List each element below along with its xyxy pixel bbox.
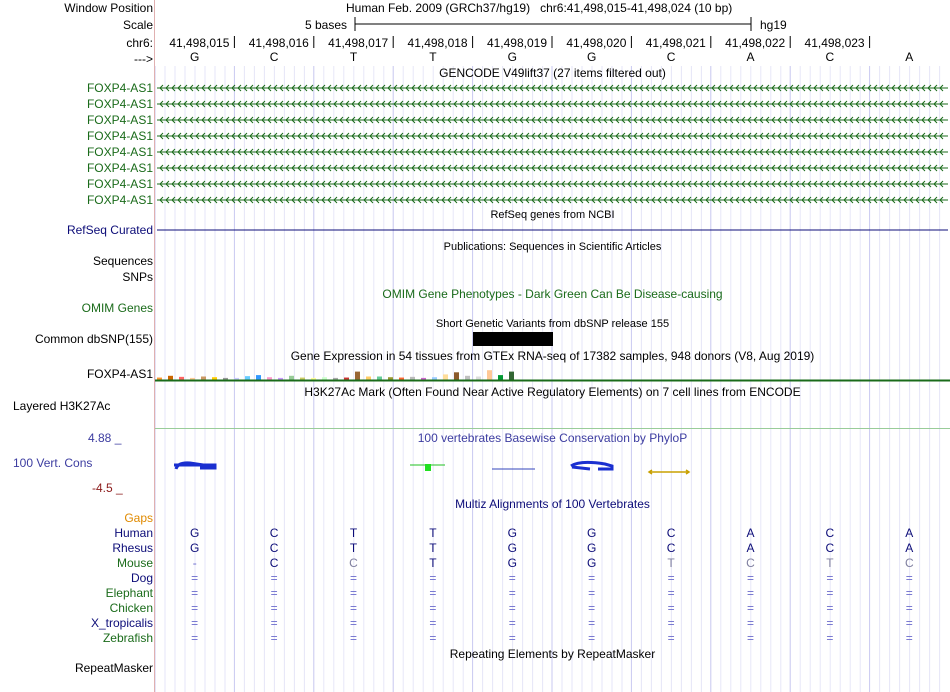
alignment-base: T xyxy=(429,556,437,570)
window-position-value: Human Feb. 2009 (GRCh37/hg19) chr6:41,498,015-41,498,024 (10 bp) xyxy=(346,1,733,15)
strand-label: ---> xyxy=(134,52,153,66)
alignment-base: = xyxy=(905,586,913,600)
alignment-base: = xyxy=(905,631,913,645)
scale-assembly: hg19 xyxy=(760,18,787,32)
species-label[interactable]: Rhesus xyxy=(112,541,153,555)
species-label[interactable]: Elephant xyxy=(105,586,153,600)
alignment-base: T xyxy=(667,556,675,570)
alignment-base: = xyxy=(270,571,278,585)
base-letter: G xyxy=(190,50,200,64)
alignment-base: T xyxy=(349,526,358,540)
alignment-base: A xyxy=(746,541,755,555)
h3k27ac-label[interactable]: Layered H3K27Ac xyxy=(13,399,111,413)
position-label: 41,498,017 xyxy=(328,36,389,50)
alignment-base: - xyxy=(192,556,197,570)
conservation-track-title: 100 vertebrates Basewise Conservation by PhyloP xyxy=(417,431,688,445)
conservation-label[interactable]: 100 Vert. Cons xyxy=(13,456,93,470)
h3k27ac-track-title: H3K27Ac Mark (Often Found Near Active Regulatory Elements) on 7 cell lines from ENCODE xyxy=(304,385,801,399)
alignment-base: C xyxy=(666,526,676,540)
alignment-base: A xyxy=(746,526,755,540)
alignment-base: = xyxy=(667,616,675,630)
alignment-base: = xyxy=(667,571,675,585)
base-letter: C xyxy=(825,50,835,64)
alignment-base: G xyxy=(587,556,597,570)
alignment-base: C xyxy=(825,526,835,540)
position-label: 41,498,019 xyxy=(486,36,547,50)
alignment-base: = xyxy=(270,601,278,615)
gencode-gene-label[interactable]: FOXP4-AS1 xyxy=(86,161,153,175)
alignment-base: A xyxy=(905,541,914,555)
window-position-label: Window Position xyxy=(64,1,153,15)
species-label[interactable]: X_tropicalis xyxy=(90,616,153,630)
alignment-base: G xyxy=(587,526,597,540)
alignment-base: = xyxy=(746,601,754,615)
alignment-base: = xyxy=(746,586,754,600)
base-letter: A xyxy=(746,50,755,64)
gtex-label[interactable]: FOXP4-AS1 xyxy=(86,367,153,381)
alignment-base: = xyxy=(905,616,913,630)
alignment-base: G xyxy=(507,556,517,570)
gaps-label[interactable]: Gaps xyxy=(124,511,153,525)
omim-track-title: OMIM Gene Phenotypes - Dark Green Can Be Disease-causing xyxy=(382,287,723,301)
alignment-base: = xyxy=(270,586,278,600)
alignment-base: = xyxy=(667,601,675,615)
alignment-base: G xyxy=(587,541,597,555)
alignment-base: T xyxy=(429,541,437,555)
species-label[interactable]: Zebrafish xyxy=(102,631,153,645)
alignment-base: = xyxy=(349,586,357,600)
alignment-base: = xyxy=(826,616,834,630)
gtex-expression-bar xyxy=(476,377,481,381)
dbsnp-label[interactable]: Common dbSNP(155) xyxy=(34,332,153,346)
conservation-logo-c xyxy=(649,470,689,474)
label-divider xyxy=(154,0,155,692)
gencode-gene-label[interactable]: FOXP4-AS1 xyxy=(86,113,153,127)
base-letter: C xyxy=(666,50,676,64)
base-letter: G xyxy=(507,50,517,64)
alignment-base: = xyxy=(508,601,516,615)
alignment-base: = xyxy=(429,601,437,615)
alignment-base: = xyxy=(270,616,278,630)
repeatmasker-label[interactable]: RepeatMasker xyxy=(74,661,153,675)
alignment-base: = xyxy=(826,631,834,645)
gtex-expression-bar xyxy=(201,377,206,381)
alignment-base: = xyxy=(508,586,516,600)
base-letter: G xyxy=(587,50,597,64)
position-label: 41,498,022 xyxy=(725,36,786,50)
gtex-expression-bar xyxy=(509,372,514,380)
species-label[interactable]: Human xyxy=(114,526,153,540)
alignment-base: = xyxy=(270,631,278,645)
alignment-base: A xyxy=(905,526,914,540)
alignment-base: = xyxy=(746,616,754,630)
alignment-base: G xyxy=(190,526,200,540)
gtex-expression-bar xyxy=(245,376,250,380)
species-label[interactable]: Dog xyxy=(130,571,153,585)
gencode-gene-label[interactable]: FOXP4-AS1 xyxy=(86,193,153,207)
gencode-gene-label[interactable]: FOXP4-AS1 xyxy=(86,145,153,159)
alignment-base: G xyxy=(507,541,517,555)
repeatmasker-track-title: Repeating Elements by RepeatMasker xyxy=(449,647,656,661)
gencode-gene-label[interactable]: FOXP4-AS1 xyxy=(86,81,153,95)
chrom-label: chr6: xyxy=(126,36,153,50)
alignment-base: = xyxy=(191,586,199,600)
species-label[interactable]: Mouse xyxy=(116,556,153,570)
gencode-gene-label[interactable]: FOXP4-AS1 xyxy=(86,97,153,111)
gencode-track-title: GENCODE V49lift37 (27 items filtered out) xyxy=(439,66,666,80)
dbsnp-variant-block xyxy=(473,332,553,346)
dbsnp-track-title: Short Genetic Variants from dbSNP release 155 xyxy=(435,318,670,330)
position-label: 41,498,020 xyxy=(566,36,627,50)
alignment-base: = xyxy=(588,586,596,600)
alignment-base: = xyxy=(826,586,834,600)
alignment-base: = xyxy=(508,571,516,585)
gtex-expression-bar xyxy=(289,376,294,380)
alignment-base: = xyxy=(429,571,437,585)
alignment-base: = xyxy=(905,571,913,585)
alignment-base: = xyxy=(588,631,596,645)
alignment-base: = xyxy=(429,586,437,600)
alignment-base: G xyxy=(507,526,517,540)
sequences-label[interactable]: Sequences xyxy=(92,254,153,268)
gtex-expression-bar xyxy=(256,375,261,380)
refseq-track-title: RefSeq genes from NCBI xyxy=(490,209,615,221)
alignment-base: = xyxy=(349,631,357,645)
alignment-base: = xyxy=(826,601,834,615)
alignment-base: C xyxy=(269,556,279,570)
alignment-base: G xyxy=(190,541,200,555)
alignment-base: = xyxy=(349,616,357,630)
gencode-gene-label[interactable]: FOXP4-AS1 xyxy=(86,129,153,143)
conservation-logo-t-mark xyxy=(425,464,431,471)
refseq-label[interactable]: RefSeq Curated xyxy=(66,223,153,237)
alignment-base: C xyxy=(269,541,279,555)
alignment-base: = xyxy=(191,571,199,585)
alignment-base: = xyxy=(349,601,357,615)
gtex-expression-bar xyxy=(377,377,382,381)
species-label[interactable]: Chicken xyxy=(109,601,153,615)
alignment-base: = xyxy=(905,601,913,615)
alignment-base: C xyxy=(904,556,914,570)
position-label: 41,498,023 xyxy=(804,36,865,50)
alignment-base: = xyxy=(191,616,199,630)
publications-track-title: Publications: Sequences in Scientific Articles xyxy=(443,241,662,253)
scale-value: 5 bases xyxy=(305,18,348,32)
alignment-base: = xyxy=(826,571,834,585)
snps-label[interactable]: SNPs xyxy=(122,270,153,284)
alignment-base: = xyxy=(191,631,199,645)
multiz-track-title: Multiz Alignments of 100 Vertebrates xyxy=(455,497,650,511)
alignment-base: = xyxy=(588,616,596,630)
base-letter: C xyxy=(269,50,279,64)
alignment-base: C xyxy=(666,541,676,555)
alignment-base: = xyxy=(588,601,596,615)
base-letter: T xyxy=(349,50,358,64)
gtex-expression-bar xyxy=(487,370,492,380)
alignment-base: = xyxy=(429,631,437,645)
position-label: 41,498,018 xyxy=(407,36,468,50)
gtex-expression-bar xyxy=(498,375,503,380)
scale-label: Scale xyxy=(122,18,153,32)
alignment-base: = xyxy=(746,631,754,645)
gtex-expression-bar xyxy=(355,372,360,380)
position-label: 41,498,021 xyxy=(645,36,706,50)
alignment-base: C xyxy=(825,541,835,555)
conservation-ymin: -4.5 _ xyxy=(92,481,123,495)
position-label: 41,498,015 xyxy=(169,36,230,50)
alignment-base: = xyxy=(349,571,357,585)
alignment-base: = xyxy=(667,586,675,600)
alignment-base: T xyxy=(826,556,834,570)
alignment-base: C xyxy=(349,556,358,570)
conservation-ymax: 4.88 _ xyxy=(88,431,122,445)
alignment-base: T xyxy=(429,526,437,540)
gtex-track-title: Gene Expression in 54 tissues from GTEx RNA-seq of 17382 samples, 948 donors (V8, Aug 2019) xyxy=(290,349,815,363)
alignment-base: C xyxy=(746,556,755,570)
gtex-expression-bar xyxy=(443,374,448,380)
alignment-base: = xyxy=(508,631,516,645)
gtex-expression-bar xyxy=(454,372,459,380)
alignment-base: T xyxy=(349,541,358,555)
alignment-base: C xyxy=(269,526,279,540)
gtex-expression-bar xyxy=(366,377,371,381)
alignment-base: = xyxy=(508,616,516,630)
gencode-gene-label[interactable]: FOXP4-AS1 xyxy=(86,177,153,191)
base-letter: T xyxy=(429,50,437,64)
position-label: 41,498,016 xyxy=(248,36,309,50)
alignment-base: = xyxy=(191,601,199,615)
omim-label[interactable]: OMIM Genes xyxy=(81,301,153,315)
gtex-expression-bar xyxy=(465,376,470,380)
base-letter: A xyxy=(905,50,914,64)
gtex-expression-bar xyxy=(168,376,173,380)
alignment-base: = xyxy=(588,571,596,585)
alignment-base: = xyxy=(429,616,437,630)
alignment-base: = xyxy=(746,571,754,585)
alignment-base: = xyxy=(667,631,675,645)
